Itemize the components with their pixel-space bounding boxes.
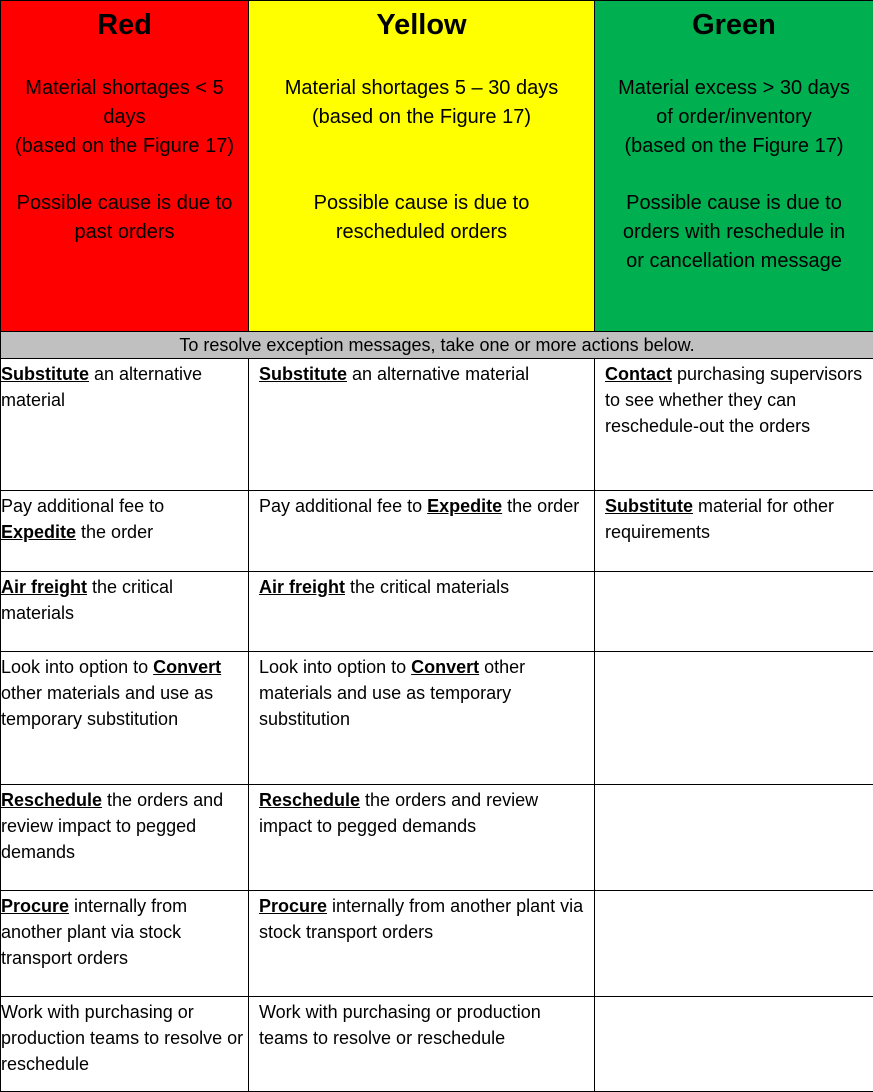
action-text: the critical materials <box>345 577 509 597</box>
red-action-cell <box>1 572 249 652</box>
action-text: internally from another plant via stock transport orders <box>1 896 187 968</box>
yellow-action-cell <box>249 652 595 785</box>
action-text: the critical materials <box>1 577 173 623</box>
red-action-cell <box>1 652 249 785</box>
green-cause-line: or cancellation message <box>597 247 871 276</box>
action-text: Work with purchasing or production teams to resolve or reschedule <box>1 1002 243 1074</box>
red-cause <box>1 189 248 247</box>
green-action-cell <box>595 491 873 572</box>
yellow-action-cell <box>249 997 595 1092</box>
red-desc-line: Material shortages < 5 <box>3 74 246 103</box>
red-action-cell <box>1 359 249 491</box>
yellow-desc-line: Material shortages 5 – 30 days <box>251 74 592 103</box>
yellow-action-cell <box>249 359 595 491</box>
yellow-action-cell <box>249 891 595 997</box>
green-cause-line: Possible cause is due to <box>597 189 871 218</box>
action-rows <box>1 359 873 1092</box>
action-keyword: Convert <box>411 657 479 677</box>
yellow-description <box>249 74 594 132</box>
green-cause-line: orders with reschedule in <box>597 218 871 247</box>
action-keyword: Expedite <box>1 522 76 542</box>
action-text: the order <box>502 496 579 516</box>
red-desc-line: (based on the Figure 17) <box>3 132 246 161</box>
yellow-cause <box>249 189 594 247</box>
action-text: other materials and use as temporary substitution <box>259 657 525 729</box>
red-action-cell <box>1 491 249 572</box>
red-description <box>1 74 248 161</box>
action-keyword: Air freight <box>1 577 87 597</box>
red-action-cell <box>1 785 249 891</box>
action-keyword: Expedite <box>427 496 502 516</box>
yellow-action-cell <box>249 491 595 572</box>
action-keyword: Substitute <box>259 364 347 384</box>
green-header-cell <box>595 1 873 332</box>
table-row <box>1 785 873 891</box>
yellow-header-cell <box>249 1 595 332</box>
green-cause <box>595 189 873 276</box>
red-action-cell <box>1 891 249 997</box>
green-action-cell <box>595 891 873 997</box>
action-text: material for other requirements <box>605 496 834 542</box>
action-keyword: Contact <box>605 364 672 384</box>
table-row <box>1 359 873 491</box>
green-desc-line: Material excess > 30 days <box>597 74 871 103</box>
red-cause-line: past orders <box>3 218 246 247</box>
action-text: Look into option to <box>259 657 411 677</box>
action-keyword: Reschedule <box>1 790 102 810</box>
action-text: an alternative material <box>1 364 202 410</box>
action-text: other materials and use as temporary substitution <box>1 683 213 729</box>
table-row <box>1 652 873 785</box>
red-header-cell <box>1 1 249 332</box>
action-text: an alternative material <box>347 364 529 384</box>
green-desc-line: of order/inventory <box>597 103 871 132</box>
green-description <box>595 74 873 161</box>
action-text: Pay additional fee to <box>1 496 164 516</box>
action-keyword: Convert <box>153 657 221 677</box>
instruction-banner: To resolve exception messages, take one or more actions below. <box>1 332 873 359</box>
red-cause-line: Possible cause is due to <box>3 189 246 218</box>
yellow-title: Yellow <box>249 7 594 43</box>
green-action-cell <box>595 785 873 891</box>
yellow-cause-line: Possible cause is due to <box>251 189 592 218</box>
action-keyword: Substitute <box>605 496 693 516</box>
red-desc-line: days <box>3 103 246 132</box>
table-row <box>1 997 873 1092</box>
yellow-action-cell <box>249 572 595 652</box>
green-desc-line: (based on the Figure 17) <box>597 132 871 161</box>
action-text: purchasing supervisors to see whether they can reschedule-out the orders <box>605 364 862 436</box>
red-title: Red <box>1 7 248 43</box>
table-row <box>1 491 873 572</box>
green-action-cell <box>595 997 873 1092</box>
green-action-cell <box>595 652 873 785</box>
action-keyword: Substitute <box>1 364 89 384</box>
action-keyword: Procure <box>259 896 327 916</box>
action-text: Work with purchasing or production teams to resolve or reschedule <box>259 1002 541 1048</box>
header-row <box>1 1 873 332</box>
action-keyword: Reschedule <box>259 790 360 810</box>
action-text: Pay additional fee to <box>259 496 427 516</box>
action-text: the order <box>76 522 153 542</box>
instruction-banner-row <box>1 332 873 359</box>
action-text: internally from another plant via stock transport orders <box>259 896 583 942</box>
action-text: Look into option to <box>1 657 153 677</box>
red-action-cell <box>1 997 249 1092</box>
table-row <box>1 891 873 997</box>
green-title: Green <box>595 7 873 43</box>
green-action-cell <box>595 572 873 652</box>
yellow-desc-line: (based on the Figure 17) <box>251 103 592 132</box>
yellow-action-cell <box>249 785 595 891</box>
green-action-cell <box>595 359 873 491</box>
action-text: the orders and review impact to pegged demands <box>1 790 223 862</box>
action-keyword: Procure <box>1 896 69 916</box>
action-text: the orders and review impact to pegged demands <box>259 790 538 836</box>
action-keyword: Air freight <box>259 577 345 597</box>
table-row <box>1 572 873 652</box>
yellow-cause-line: rescheduled orders <box>251 218 592 247</box>
